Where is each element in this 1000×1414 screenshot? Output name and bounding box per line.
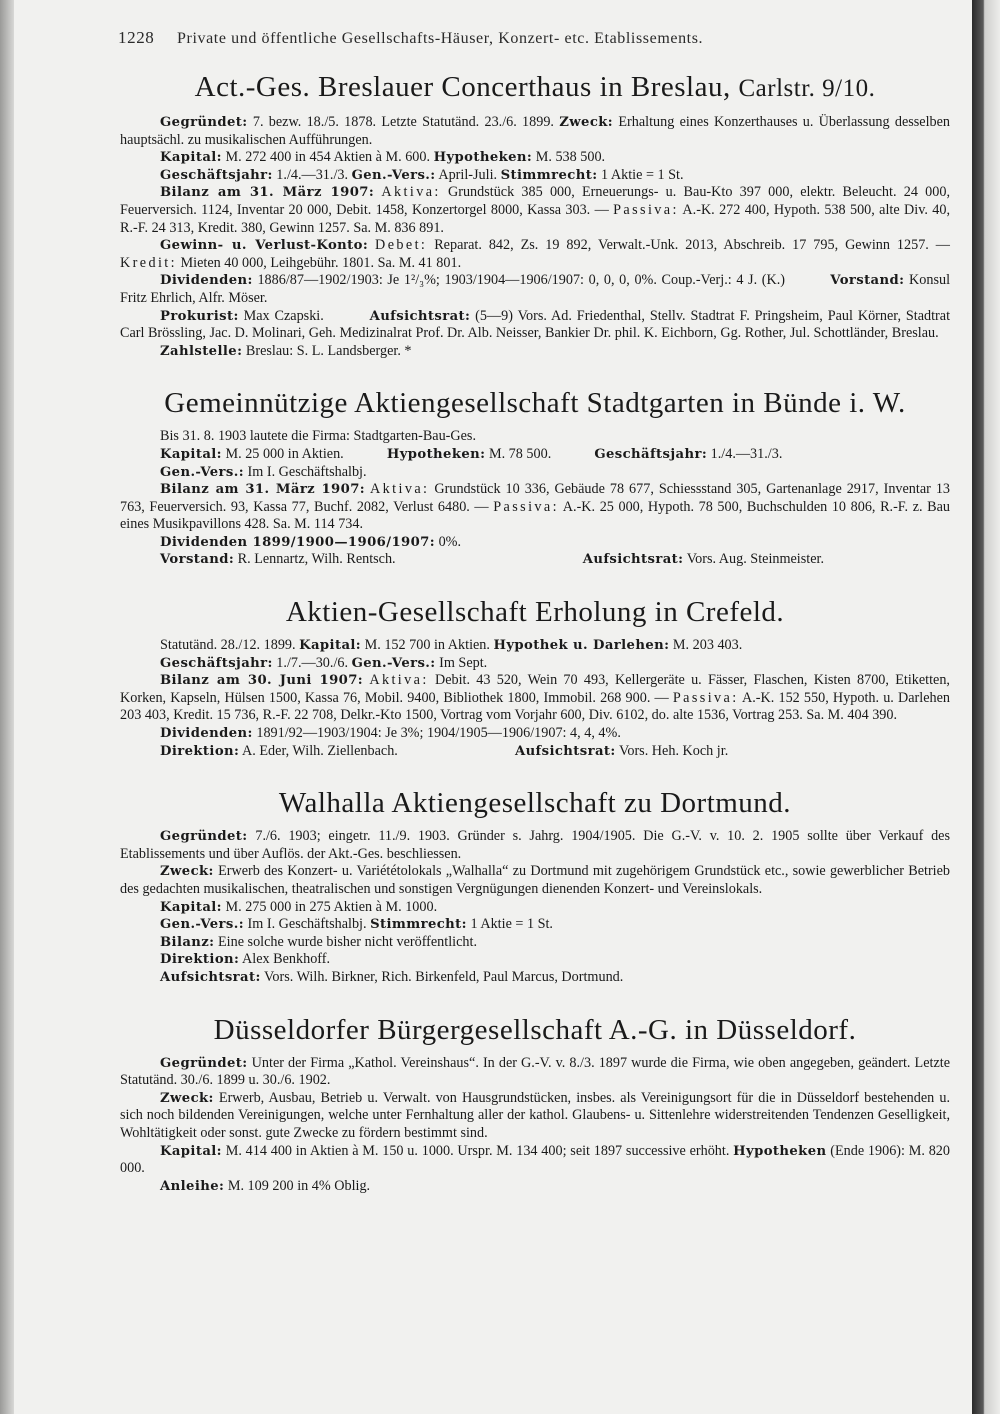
field-label: Stimmrecht: bbox=[500, 167, 598, 183]
field-label: Gen.-Vers.: bbox=[351, 655, 436, 671]
field-label: Hypotheken bbox=[733, 1143, 827, 1159]
field-label: Vorstand: bbox=[830, 273, 905, 289]
field-label: Gen.-Vers.: bbox=[160, 917, 244, 933]
spaced-label: Passiva: bbox=[672, 689, 739, 706]
entry-paragraph bbox=[120, 184, 950, 237]
field-text: (Ende 1906): M. 820 000. bbox=[120, 1142, 950, 1177]
field-text: M. 275 000 in 275 Aktien à M. 1000. bbox=[225, 898, 438, 915]
entry-paragraph bbox=[120, 1055, 950, 1090]
field-text: R. Lennartz, Wilh. Rentsch. bbox=[237, 551, 396, 568]
field-label: Aufsichtsrat: bbox=[160, 969, 261, 985]
field-text: M. 538 500. bbox=[535, 149, 606, 166]
field-text: A.-K. 152 550, Hypoth. u. Darlehen 203 403, Kredit. 15 736, R.-F. 22 708, Delkr.-Kto 1500, Vortrag vom Vorjahr 600, Div. 6102, do. alte 1536, Vortrag 253. Sa. M. 404 390. bbox=[120, 689, 950, 724]
field-text: M. 152 700 in Aktien. bbox=[364, 637, 490, 654]
field-text: A.-K. 272 400, Hypoth. 538 500, alte Div. 40, R.-F. 24 313, Kredit. 380, Gewinn 1257. Sa. M. 836 891. bbox=[120, 201, 950, 236]
field-label: Bilanz am 31. März 1907: bbox=[160, 482, 366, 498]
field-text: Erwerb des Konzert- u. Variététolokals „Walhalla“ zu Dortmund mit zugehörigem Grundstück etc., sowie gewerblicher Betrieb des gedachten musikalischen, theatralischen und sonstigen Vergnügungen dienenden Konzert- und Vereinslokals. bbox=[120, 863, 951, 897]
field-text: 7./6. 1903; eingetr. 11./9. 1903. Gründer s. Jahrg. 1904/1905. Die G.-V. v. 10. 2. 1905 sollte über Verkauf des Etablissements und über Auflös. der Akt.-Ges. beschliessen. bbox=[120, 828, 950, 862]
entry-paragraph bbox=[120, 464, 950, 482]
entry-buergergesellschaft-duesseldorf bbox=[120, 1013, 950, 1196]
field-label: Gen.-Vers.: bbox=[351, 167, 436, 183]
field-label: Zweck: bbox=[559, 115, 614, 130]
spaced-label: Passiva: bbox=[493, 498, 559, 515]
field-text: Im I. Geschäftshalbj. bbox=[247, 916, 367, 933]
book-edge-shadow bbox=[972, 0, 1000, 1414]
field-label: Dividenden 1899/1900—1906/1907: bbox=[160, 534, 436, 550]
field-text: Max Czapski. bbox=[243, 307, 324, 324]
field-text: Erhaltung eines Konzerthauses u. Überlassung desselben hauptsächl. zu musikalischen Aufführungen. bbox=[120, 114, 951, 148]
field-label: Bilanz am 30. Juni 1907: bbox=[160, 673, 364, 689]
field-text: Erwerb, Ausbau, Betrieb u. Verwalt. von Hausgrundstücken, insbes. als Vereinigungsort für die in Düsseldorf bestehenden u. sich noch bildenden Vereinigungen, welche unter Fernhaltung aller der kathol. Glaubens- u. Sittenlehre widerstreitenden Tendenzen Geselligkeit, Wohltätigkeit oder sonst. gute Zwecke zu fördern bestimmt sind. bbox=[120, 1089, 950, 1141]
spaced-label: Kredit: bbox=[120, 254, 177, 271]
page-number: 1228 bbox=[118, 28, 155, 47]
field-text: April-Juli. bbox=[438, 166, 498, 183]
entry-address: Carlstr. 9/10. bbox=[738, 75, 876, 102]
field-text: (5—9) Vors. Ad. Friedenthal, Stellv. Stadtrat F. Pringsheim, Paul Körner, Stadtrat Carl Brössling, Jac. D. Molinari, Geh. Medizinalrat Prof. Dr. Alb. Neisser, Bankier Dr. phil. K. Eichborn, Gg. Rother, Jul. Schottländer, Breslau. bbox=[120, 307, 951, 342]
entry-paragraph bbox=[120, 114, 950, 149]
field-label: Aufsichtsrat: bbox=[369, 308, 471, 324]
entry-paragraph bbox=[120, 969, 950, 987]
field-text: M. 25 000 in Aktien. bbox=[225, 445, 344, 462]
entry-title: Gemeinnützige Aktiengesellschaft Stadtgarten in Bünde i. W. bbox=[164, 387, 906, 420]
field-text: M. 203 403. bbox=[672, 637, 743, 654]
field-label: Gegründet: bbox=[160, 829, 248, 845]
field-text: 1 Aktie = 1 St. bbox=[470, 916, 553, 933]
field-text: M. 272 400 in 454 Aktien à M. 600. bbox=[225, 149, 431, 166]
field-text: 1886/87—1902/1903: Je 1²/₃%; 1903/1904—1906/1907: 0, 0, 0, 0%. Coup.-Verj.: 4 J. (K.) bbox=[257, 272, 785, 289]
field-label: Direktion: bbox=[160, 743, 240, 759]
field-text: A. Eder, Wilh. Ziellenbach. bbox=[242, 742, 398, 759]
entry-paragraph bbox=[120, 428, 950, 446]
entry-paragraph bbox=[120, 951, 950, 969]
field-text: Breslau: S. L. Landsberger. * bbox=[245, 342, 412, 359]
field-text: 1./4.—31./3. bbox=[710, 445, 783, 462]
field-text: A.-K. 25 000, Hypoth. 78 500, Buchschulden 10 806, R.-F. z. Bau eines Musikpavillons 428. Sa. M. 114 734. bbox=[120, 498, 951, 533]
spaced-label: Passiva: bbox=[613, 201, 679, 218]
field-label: Gegründet: bbox=[160, 1055, 248, 1071]
field-label: Kapital: bbox=[299, 638, 362, 654]
entry-paragraph bbox=[120, 149, 950, 167]
field-label: Stimmrecht: bbox=[370, 917, 467, 933]
entry-paragraph bbox=[120, 167, 950, 185]
running-header bbox=[118, 28, 878, 48]
field-label: Gen.-Vers.: bbox=[160, 464, 244, 480]
field-text: M. 414 400 in Aktien à M. 150 u. 1000. Urspr. M. 134 400; seit 1897 successive erhöht. bbox=[225, 1142, 730, 1159]
entry-paragraph bbox=[120, 1143, 950, 1178]
field-label: Zweck: bbox=[160, 864, 214, 880]
field-label: Bilanz: bbox=[160, 934, 215, 950]
field-label: Zweck: bbox=[160, 1090, 214, 1106]
entry-title: Aktien-Gesellschaft Erholung in Crefeld. bbox=[285, 596, 785, 629]
field-text: Debit. 43 520, Wein 70 493, Kellergeräte u. Fässer, Flaschen, Kisten 8700, Etiketten, Korken, Kapseln, Hülsen 1500, Kassa 76, Mobil. 9400, Bibliothek 1800, Immobil. 268 900. — bbox=[120, 672, 950, 706]
page-content bbox=[120, 70, 950, 1221]
field-label: Zahlstelle: bbox=[160, 343, 243, 359]
field-text: 7. bezw. 18./5. 1878. Letzte Statutänd. 23./6. 1899. bbox=[252, 114, 554, 130]
field-label: Kapital: bbox=[160, 150, 222, 166]
entry-walhalla-dortmund bbox=[120, 786, 950, 986]
field-text: Im I. Geschäftshalbj. bbox=[247, 463, 367, 480]
entry-paragraph bbox=[120, 343, 950, 361]
field-label: Dividenden: bbox=[160, 726, 253, 742]
field-text: M. 109 200 in 4% Oblig. bbox=[227, 1177, 371, 1194]
spaced-label: Aktiva: bbox=[381, 184, 441, 201]
entry-paragraph bbox=[120, 446, 950, 464]
field-text: Alex Benkhoff. bbox=[242, 951, 331, 968]
entry-paragraph bbox=[120, 1090, 950, 1143]
entry-paragraph bbox=[120, 934, 950, 952]
entry-paragraph bbox=[120, 916, 950, 934]
entry-paragraph bbox=[120, 551, 950, 569]
field-text: Vors. Heh. Koch jr. bbox=[618, 742, 729, 759]
field-label: Kapital: bbox=[160, 899, 222, 915]
field-text: Bis 31. 8. 1903 lautete die Firma: Stadtgarten-Bau-Ges. bbox=[160, 428, 477, 445]
entry-title: Düsseldorfer Bürgergesellschaft A.-G. in Düsseldorf. bbox=[213, 1013, 857, 1046]
field-label: Prokurist: bbox=[160, 308, 239, 324]
running-title: Private und öffentliche Gesellschafts-Häuser, Konzert- etc. Etablissements. bbox=[177, 30, 704, 47]
entry-paragraph bbox=[120, 237, 950, 272]
spaced-label: Debet: bbox=[375, 237, 428, 254]
entry-paragraph bbox=[120, 828, 950, 863]
field-label: Hypotheken: bbox=[386, 446, 486, 462]
field-label: Bilanz am 31. März 1907: bbox=[160, 185, 375, 201]
field-label: Kapital: bbox=[160, 446, 222, 462]
field-label: Vorstand: bbox=[160, 552, 235, 568]
field-label: Aufsichtsrat: bbox=[514, 743, 616, 759]
field-label: Gewinn- u. Verlust-Konto: bbox=[160, 238, 369, 254]
field-text: 1./7.—30./6. bbox=[276, 654, 349, 671]
entry-title: Walhalla Aktiengesellschaft zu Dortmund. bbox=[278, 787, 792, 820]
field-text: Eine solche wurde bisher nicht veröffentlicht. bbox=[218, 933, 477, 950]
field-text: 1891/92—1903/1904: Je 3%; 1904/1905—1906/1907: 4, 4, 4%. bbox=[256, 725, 621, 742]
entry-paragraph bbox=[120, 1178, 950, 1196]
spaced-label: Aktiva: bbox=[370, 481, 430, 498]
field-text: 1 Aktie = 1 St. bbox=[601, 166, 684, 183]
field-label: Hypothek u. Darlehen: bbox=[493, 638, 670, 654]
entry-breslauer-concerthaus bbox=[120, 70, 950, 360]
field-text: 1./4.—31./3. bbox=[276, 166, 349, 183]
entry-paragraph bbox=[120, 743, 950, 761]
field-label: Hypotheken: bbox=[433, 150, 533, 166]
field-text: Reparat. 842, Zs. 19 892, Verwalt.-Unk. 2013, Abschreib. 17 795, Gewinn 1257. — bbox=[434, 237, 950, 254]
field-text: M. 78 500. bbox=[488, 445, 552, 462]
entry-paragraph bbox=[120, 637, 950, 655]
field-label: Aufsichtsrat: bbox=[582, 552, 684, 568]
spaced-label: Aktiva: bbox=[369, 672, 429, 689]
field-text: Unter der Firma „Kathol. Vereinshaus“. In der G.-V. v. 8./3. 1897 wurde die Firma, wie oben angegeben, geändert. Letzte Statutänd. 30./6. 1899 u. 30./6. 1902. bbox=[120, 1054, 951, 1089]
field-text: Vors. Aug. Steinmeister. bbox=[686, 551, 824, 568]
entry-paragraph bbox=[120, 725, 950, 743]
entry-title-text: Act.-Ges. Breslauer Concerthaus in Breslau, bbox=[194, 71, 731, 103]
field-label: Direktion: bbox=[160, 952, 240, 968]
entry-paragraph bbox=[120, 308, 950, 343]
entry-stadtgarten-buende bbox=[120, 386, 950, 569]
entry-paragraph bbox=[120, 534, 950, 552]
field-label: Geschäftsjahr: bbox=[160, 167, 273, 183]
entry-erholung-crefeld bbox=[120, 595, 950, 760]
field-text: Grundstück 385 000, Erneuerungs- u. Bau-Kto 397 000, elektr. Beleucht. 24 000, Feuerversich. 1124, Inventar 20 000, Debit. 1458, Konzertorgel 8000, Kassa 303. — bbox=[120, 184, 951, 218]
field-label: Geschäftsjahr: bbox=[160, 655, 273, 671]
entry-title bbox=[120, 70, 950, 106]
field-text: Grundstück 10 336, Gebäude 78 677, Schiessstand 305, Gartenanlage 2917, Inventar 13 763, Feuerversich. 93, Kassa 77, Buchf. 2082, Verlust 6480. — bbox=[120, 481, 951, 515]
field-label: Dividenden: bbox=[160, 273, 253, 289]
field-label: Gegründet: bbox=[160, 115, 248, 130]
field-label: Anleihe: bbox=[160, 1178, 225, 1194]
entry-paragraph bbox=[120, 272, 950, 307]
entry-paragraph bbox=[120, 672, 950, 725]
field-text: Statutänd. 28./12. 1899. bbox=[160, 637, 296, 654]
field-label: Geschäftsjahr: bbox=[594, 446, 708, 462]
entry-paragraph bbox=[120, 899, 950, 917]
field-text: Vors. Wilh. Birkner, Rich. Birkenfeld, Paul Marcus, Dortmund. bbox=[264, 968, 624, 985]
field-text: 0%. bbox=[438, 533, 462, 550]
field-text: Im Sept. bbox=[439, 654, 488, 671]
entry-paragraph bbox=[120, 655, 950, 673]
field-text: Mieten 40 000, Leihgebühr. 1801. Sa. M. 41 801. bbox=[180, 254, 462, 271]
field-label: Kapital: bbox=[160, 1143, 222, 1159]
page-binding-shadow bbox=[0, 0, 14, 1414]
entry-paragraph bbox=[120, 481, 950, 534]
entry-paragraph bbox=[120, 863, 950, 898]
field-text: Konsul Fritz Ehrlich, Alfr. Möser. bbox=[120, 272, 951, 306]
